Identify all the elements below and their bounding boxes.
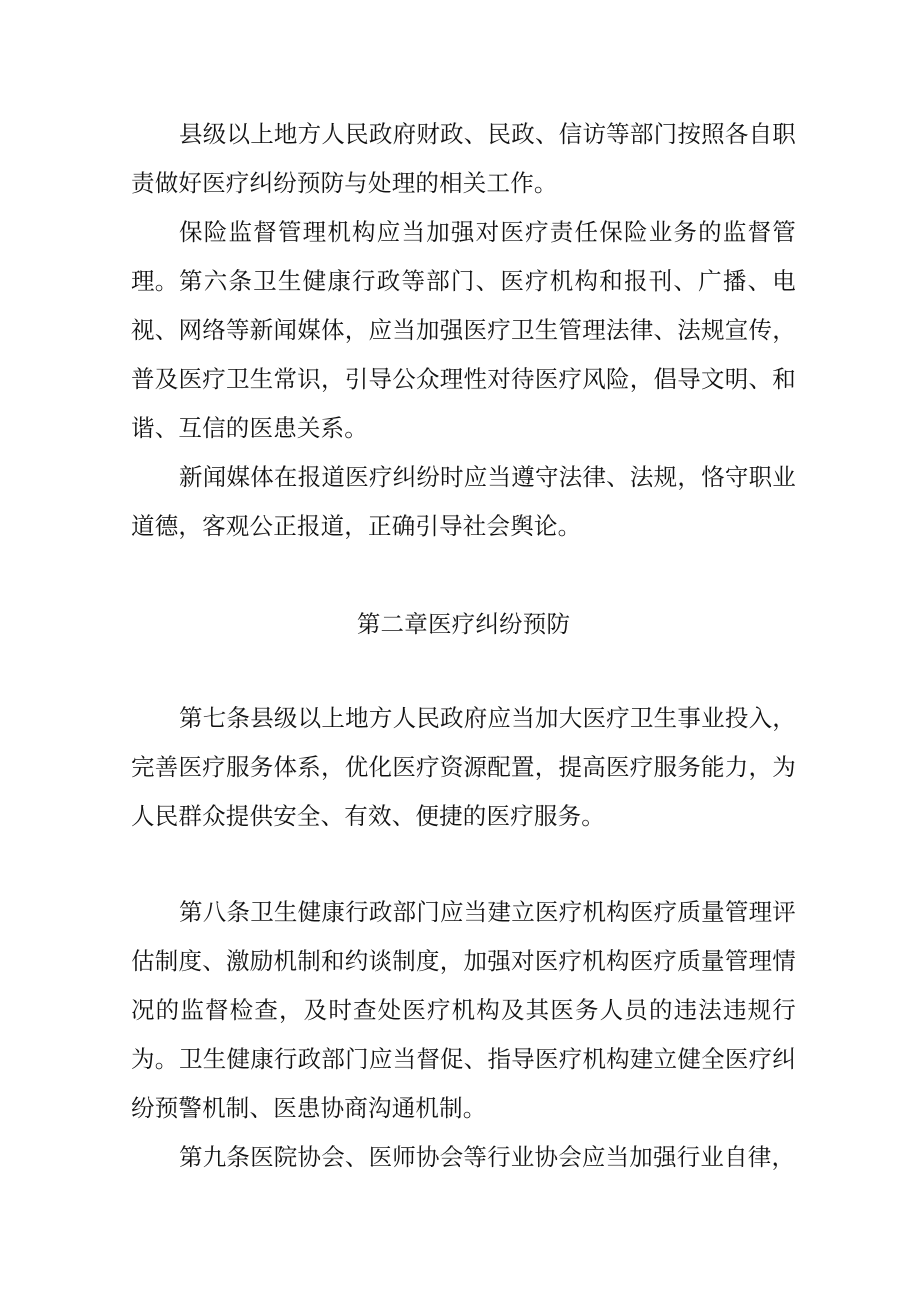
paragraph-article-8: 第八条卫生健康行政部门应当建立医疗机构医疗质量管理评估制度、激励机制和约谈制度，加强对医疗机构医疗质量管理情况的监督检查，及时查处医疗机构及其医务人员的违法违规行为。 [131, 898, 796, 1073]
paragraph-article-6: 第六条卫生健康行政等部门、医疗机构和报刊、广播、电视、网络等新闻媒体，应当加强医疗卫生管理法律、法规宣传，普及医疗卫生常识，引导公众理性对待医疗风险，倡导文明、和谐、互信的医患关系。 [131, 267, 796, 442]
paragraph-news-media: 新闻媒体在报道医疗纠纷时应当遵守法律、法规，恪守职业道德，客观公正报道，正确引导社会舆论。 [131, 463, 796, 540]
paragraph-departments-duties: 县级以上地方人民政府财政、民政、信访等部门按照各自职责做好医疗纠纷预防与处理的相关工作。 [131, 120, 796, 197]
paragraph-insurance-supervision: 保险监督管理机构应当加强对医疗责任保险业务的监督管理。 [131, 218, 796, 295]
paragraph-article-7: 第七条县级以上地方人民政府应当加大医疗卫生事业投入，完善医疗服务体系，优化医疗资源配置，提高医疗服务能力，为人民群众提供安全、有效、便捷的医疗服务。 [131, 704, 796, 830]
paragraph-article-8-second: 卫生健康行政部门应当督促、指导医疗机构建立健全医疗纠纷预警机制、医患协商沟通机制。 [131, 1045, 796, 1122]
chapter-heading: 第二章医疗纠纷预防 [356, 610, 571, 638]
paragraph-article-9: 第九条医院协会、医师协会等行业协会应当加强行业自律， [179, 1143, 796, 1171]
